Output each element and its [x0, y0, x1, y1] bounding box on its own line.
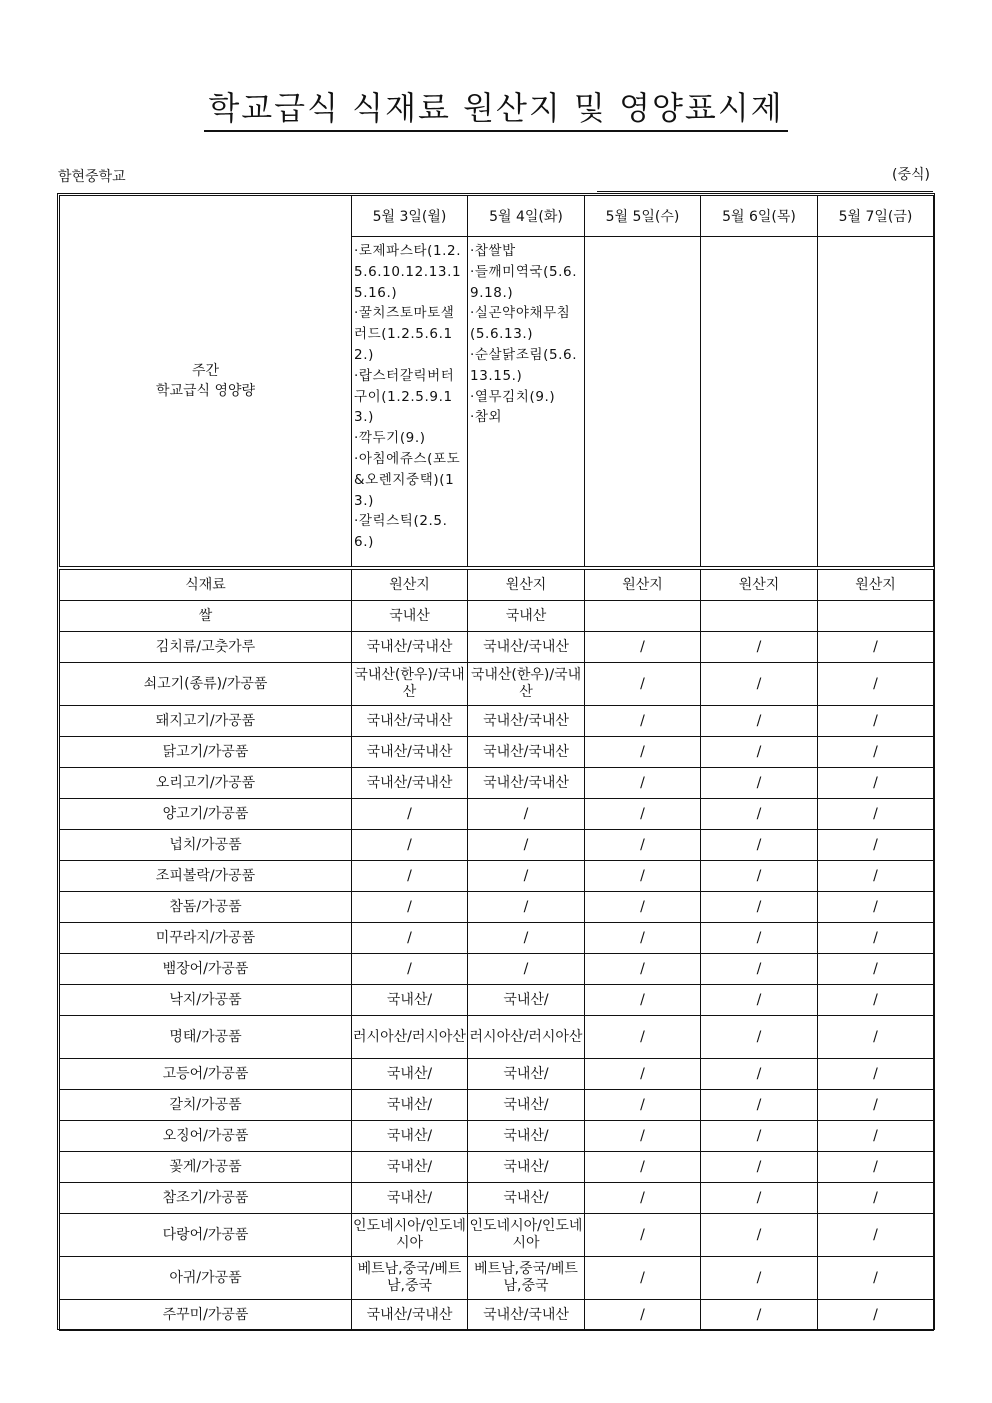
- origin-value: /: [585, 1090, 701, 1121]
- origin-value: /: [352, 923, 468, 954]
- table-row: [60, 632, 934, 663]
- menu-item: ·깍두기(9.): [354, 430, 426, 447]
- origin-value: /: [585, 1214, 701, 1257]
- origin-value: [701, 601, 818, 632]
- origin-value: /: [701, 663, 818, 706]
- menu-item: ·찹쌀밥: [470, 243, 516, 259]
- ingredient-name: 낙지/가공품: [60, 985, 352, 1016]
- ingredient-name: 쌀: [60, 601, 352, 632]
- ingredient-name: 꽃게/가공품: [60, 1152, 352, 1183]
- menu-item: ·아침에쥬스(포도&오렌지중택)(13.): [354, 450, 461, 509]
- menu-item: ·들깨미역국(5.6.9.18.): [470, 263, 578, 301]
- table-row: [60, 954, 934, 985]
- origin-value: /: [818, 985, 934, 1016]
- origin-header: 원산지: [468, 570, 585, 601]
- origin-value: 국내산/국내산: [468, 632, 585, 663]
- origin-value: /: [701, 985, 818, 1016]
- origin-value: /: [818, 892, 934, 923]
- origin-value: /: [818, 1183, 934, 1214]
- origin-value: 국내산/: [352, 1090, 468, 1121]
- origin-value: /: [701, 1152, 818, 1183]
- menu-item: ·꿀치즈토마토샐러드(1.2.5.6.12.): [354, 305, 455, 363]
- origin-value: 국내산/: [468, 1183, 585, 1214]
- origin-value: /: [701, 1257, 818, 1300]
- origin-value: /: [468, 892, 585, 923]
- origin-value: /: [818, 1016, 934, 1059]
- origin-value: 국내산/국내산: [468, 706, 585, 737]
- table-row: [60, 1059, 934, 1090]
- origin-value: /: [585, 1300, 701, 1331]
- day-header: 5월 7일(금): [818, 196, 934, 237]
- table-row: [60, 985, 934, 1016]
- origin-value: 국내산/: [352, 1059, 468, 1090]
- origin-value: /: [818, 632, 934, 663]
- origin-value: /: [585, 737, 701, 768]
- origin-value: 베트남,중국/베트남,중국: [468, 1257, 585, 1300]
- origin-value: 러시아산/러시아산: [352, 1016, 468, 1059]
- menu-cell-thu: [701, 237, 818, 567]
- origin-value: /: [701, 632, 818, 663]
- origin-value: /: [468, 861, 585, 892]
- table-row: [60, 737, 934, 768]
- ingredient-name: 미꾸라지/가공품: [60, 923, 352, 954]
- origin-value: /: [818, 1090, 934, 1121]
- origin-value: [818, 601, 934, 632]
- ingredient-name: 뱀장어/가공품: [60, 954, 352, 985]
- origin-value: 국내산/: [468, 985, 585, 1016]
- origin-value: /: [585, 923, 701, 954]
- table-row: [60, 892, 934, 923]
- origin-value: /: [818, 1300, 934, 1331]
- ingredient-name: 돼지고기/가공품: [60, 706, 352, 737]
- ingredient-name: 고등어/가공품: [60, 1059, 352, 1090]
- menu-cell-fri: [818, 237, 934, 567]
- origin-header: 원산지: [818, 570, 934, 601]
- table-row: [60, 1090, 934, 1121]
- origin-table: [59, 569, 934, 1331]
- origin-value: /: [585, 1121, 701, 1152]
- weekly-nutrition-label: [60, 196, 352, 567]
- menu-cell-wed: [585, 237, 701, 567]
- menu-item: ·순살닭조림(5.6.13.15.): [470, 346, 578, 384]
- origin-value: 국내산/: [352, 1183, 468, 1214]
- origin-value: /: [818, 1152, 934, 1183]
- table-row: [60, 1152, 934, 1183]
- origin-value: 국내산/국내산: [468, 1300, 585, 1331]
- table-row: [60, 1300, 934, 1331]
- origin-header-row: [60, 570, 934, 601]
- origin-value: /: [818, 923, 934, 954]
- ingredient-name: 김치류/고춧가루: [60, 632, 352, 663]
- origin-value: /: [352, 830, 468, 861]
- origin-value: /: [585, 768, 701, 799]
- ingredient-name: 아귀/가공품: [60, 1257, 352, 1300]
- origin-value: 국내산: [352, 601, 468, 632]
- origin-value: /: [701, 1121, 818, 1152]
- origin-value: /: [585, 632, 701, 663]
- origin-value: /: [818, 861, 934, 892]
- origin-value: /: [818, 1121, 934, 1152]
- table-row: [60, 706, 934, 737]
- origin-header: 원산지: [701, 570, 818, 601]
- day-header: 5월 5일(수): [585, 196, 701, 237]
- ingredient-name: 오리고기/가공품: [60, 768, 352, 799]
- origin-value: /: [701, 1183, 818, 1214]
- origin-value: /: [701, 861, 818, 892]
- ingredient-header: 식재료: [60, 570, 352, 601]
- origin-value: /: [585, 1059, 701, 1090]
- origin-value: /: [585, 706, 701, 737]
- ingredient-name: 쇠고기(종류)/가공품: [60, 663, 352, 706]
- origin-value: 국내산/국내산: [352, 706, 468, 737]
- origin-value: 베트남,중국/베트남,중국: [352, 1257, 468, 1300]
- menu-cell-tue: [468, 237, 585, 567]
- table-row: [60, 768, 934, 799]
- origin-value: /: [701, 1300, 818, 1331]
- table-row: [60, 799, 934, 830]
- day-header: 5월 6일(목): [701, 196, 818, 237]
- origin-value: 국내산/국내산: [468, 768, 585, 799]
- origin-value: 국내산/: [352, 1121, 468, 1152]
- ingredient-name: 참돔/가공품: [60, 892, 352, 923]
- day-header: 5월 4일(화): [468, 196, 585, 237]
- origin-value: /: [468, 954, 585, 985]
- origin-value: /: [585, 1016, 701, 1059]
- origin-value: /: [585, 892, 701, 923]
- origin-value: /: [818, 1257, 934, 1300]
- menu-item: ·랍스터갈릭버터구이(1.2.5.9.13.): [354, 367, 455, 426]
- ingredient-name: 조피볼락/가공품: [60, 861, 352, 892]
- table-row: [60, 861, 934, 892]
- table-row: [60, 1257, 934, 1300]
- ingredient-name: 다랑어/가공품: [60, 1214, 352, 1257]
- origin-value: 인도네시아/인도네시아: [468, 1214, 585, 1257]
- ingredient-name: 갈치/가공품: [60, 1090, 352, 1121]
- origin-value: /: [818, 663, 934, 706]
- origin-value: /: [701, 1059, 818, 1090]
- origin-value: /: [701, 737, 818, 768]
- meal-type: (중식): [892, 167, 930, 183]
- weekly-label-line2: 학교급식 영양량: [155, 383, 256, 399]
- origin-value: /: [468, 799, 585, 830]
- table-row: [60, 1016, 934, 1059]
- table-row: [60, 1183, 934, 1214]
- menu-table: [59, 195, 934, 567]
- ingredient-name: 명태/가공품: [60, 1016, 352, 1059]
- origin-header: 원산지: [585, 570, 701, 601]
- ingredient-name: 참조기/가공품: [60, 1183, 352, 1214]
- origin-value: /: [352, 861, 468, 892]
- menu-cell-mon: [352, 237, 468, 567]
- origin-value: /: [585, 861, 701, 892]
- ingredient-name: 닭고기/가공품: [60, 737, 352, 768]
- menu-item: ·로제파스타(1.2.5.6.10.12.13.15.16.): [354, 243, 462, 301]
- table-row: [60, 601, 934, 632]
- origin-value: 국내산/국내산: [352, 768, 468, 799]
- origin-value: 인도네시아/인도네시아: [352, 1214, 468, 1257]
- origin-value: /: [585, 1257, 701, 1300]
- menu-item: ·참외: [470, 409, 503, 426]
- table-row: [60, 830, 934, 861]
- day-header-row: [60, 196, 934, 237]
- menu-item: ·갈릭스틱(2.5.6.): [354, 513, 448, 551]
- origin-value: /: [585, 985, 701, 1016]
- origin-value: /: [818, 1214, 934, 1257]
- ingredient-name: 주꾸미/가공품: [60, 1300, 352, 1331]
- origin-value: /: [818, 706, 934, 737]
- origin-value: /: [585, 1183, 701, 1214]
- origin-value: 국내산: [468, 601, 585, 632]
- origin-value: 국내산/: [468, 1090, 585, 1121]
- origin-value: 국내산/국내산: [352, 632, 468, 663]
- school-name: 함현중학교: [58, 169, 126, 185]
- table-row: [60, 1121, 934, 1152]
- origin-value: /: [585, 1152, 701, 1183]
- origin-value: /: [585, 954, 701, 985]
- table-row: [60, 923, 934, 954]
- origin-value: 국내산/: [468, 1152, 585, 1183]
- origin-header: 원산지: [352, 570, 468, 601]
- origin-value: /: [352, 799, 468, 830]
- origin-value: /: [818, 830, 934, 861]
- origin-value: 국내산/: [468, 1121, 585, 1152]
- ingredient-name: 양고기/가공품: [60, 799, 352, 830]
- origin-value: /: [701, 1090, 818, 1121]
- origin-value: /: [701, 706, 818, 737]
- origin-value: /: [818, 1059, 934, 1090]
- ingredient-name: 오징어/가공품: [60, 1121, 352, 1152]
- document-title: 학교급식 식재료 원산지 및 영양표시제: [204, 88, 787, 132]
- origin-value: 국내산/: [468, 1059, 585, 1090]
- document-title-wrap: [0, 88, 992, 132]
- origin-value: /: [818, 768, 934, 799]
- origin-value: 국내산/국내산: [468, 737, 585, 768]
- origin-value: /: [585, 830, 701, 861]
- origin-value: /: [701, 1214, 818, 1257]
- menu-item: ·실곤약야채무침(5.6.13.): [470, 305, 571, 343]
- origin-value: 국내산/: [352, 985, 468, 1016]
- origin-value: 국내산/: [352, 1152, 468, 1183]
- origin-value: /: [352, 892, 468, 923]
- origin-value: /: [701, 1016, 818, 1059]
- origin-value: 국내산/국내산: [352, 737, 468, 768]
- origin-value: /: [352, 954, 468, 985]
- origin-value: /: [701, 892, 818, 923]
- header-rule: [597, 191, 933, 192]
- origin-value: [585, 601, 701, 632]
- origin-value: /: [818, 737, 934, 768]
- origin-value: /: [701, 923, 818, 954]
- origin-value: /: [701, 799, 818, 830]
- menu-item: ·열무김치(9.): [470, 388, 556, 405]
- origin-value: 국내산(한우)/국내산: [468, 663, 585, 706]
- origin-value: /: [585, 799, 701, 830]
- day-header: 5월 3일(월): [352, 196, 468, 237]
- origin-value: 국내산/국내산: [352, 1300, 468, 1331]
- origin-value: /: [701, 768, 818, 799]
- origin-value: /: [585, 663, 701, 706]
- origin-value: /: [701, 954, 818, 985]
- origin-value: /: [818, 954, 934, 985]
- origin-value: 러시아산/러시아산: [468, 1016, 585, 1059]
- weekly-label-line1: 주간: [191, 363, 220, 379]
- origin-value: /: [701, 830, 818, 861]
- table-row: [60, 663, 934, 706]
- ingredient-name: 넙치/가공품: [60, 830, 352, 861]
- origin-value: 국내산(한우)/국내산: [352, 663, 468, 706]
- origin-value: /: [468, 830, 585, 861]
- origin-value: /: [468, 923, 585, 954]
- table-row: [60, 1214, 934, 1257]
- origin-value: /: [818, 799, 934, 830]
